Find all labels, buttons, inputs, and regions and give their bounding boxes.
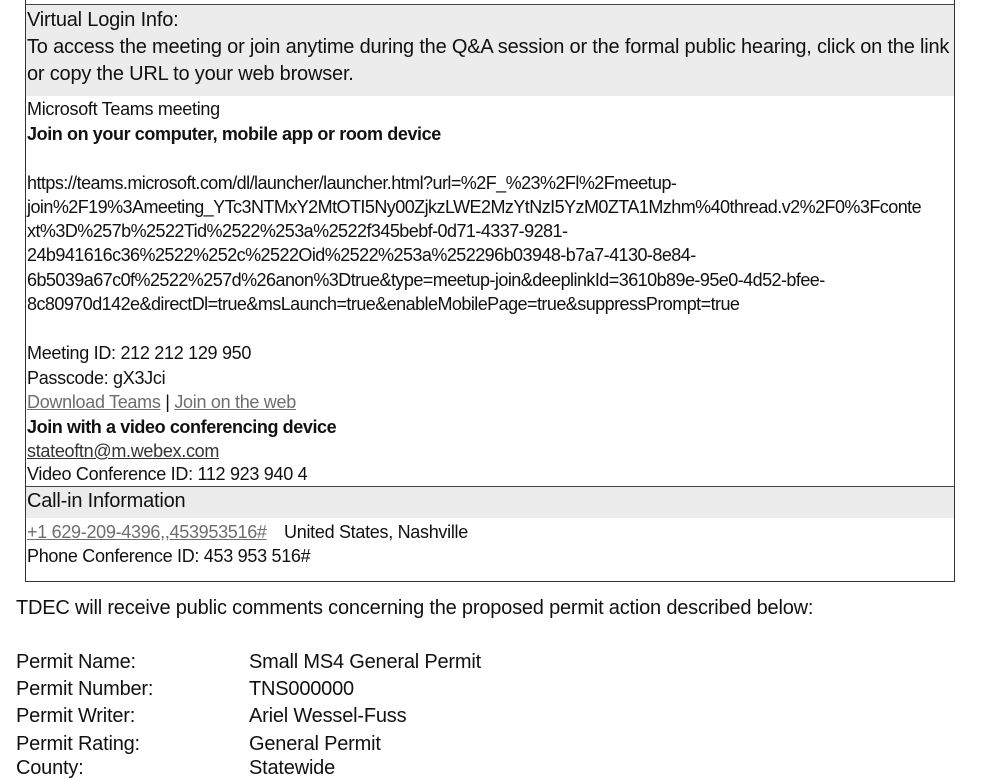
teams-url-line-5[interactable]: 6b5039a67c0f%2522%257d%26anon%3Dtrue&type=meetup-join&deeplinkId=3610b89e-95e0-4d52-bfee- bbox=[27, 270, 825, 290]
permit-label: Permit Number: bbox=[16, 678, 154, 700]
top-divider bbox=[26, 4, 954, 5]
video-conference-email-link[interactable]: stateoftn@m.webex.com bbox=[27, 441, 220, 461]
permit-value: Ariel Wessel-Fuss bbox=[249, 705, 407, 727]
join-on-web-link[interactable]: Join on the web bbox=[174, 392, 296, 412]
passcode: Passcode: gX3Jci bbox=[27, 368, 166, 388]
permit-label: Permit Writer: bbox=[16, 705, 136, 727]
permit-label: Permit Name: bbox=[16, 651, 136, 673]
virtual-login-title: Virtual Login Info: bbox=[27, 9, 179, 31]
teams-url-line-6[interactable]: 8c80970d142e&directDl=true&msLaunch=true&enableMobilePage=true&suppressPrompt=true bbox=[27, 294, 740, 314]
virtual-login-intro-line-1: To access the meeting or join anytime during the Q&A session or the formal public hearing, click on the link bbox=[27, 36, 950, 58]
meeting-id: Meeting ID: 212 212 129 950 bbox=[27, 343, 252, 363]
teams-url-line-4[interactable]: 24b941616c36%2522%252c%2522Oid%2522%253a%252296b03948-b7a7-4130-8e84- bbox=[27, 245, 696, 265]
teams-links-row bbox=[27, 393, 296, 411]
teams-join-heading: Join on your computer, mobile app or room device bbox=[27, 124, 441, 144]
public-comment-notice: TDEC will receive public comments concerning the proposed permit action described below: bbox=[16, 597, 814, 619]
call-in-location: United States, Nashville bbox=[284, 522, 468, 542]
permit-value: Statewide bbox=[249, 757, 336, 779]
video-conference-id: Video Conference ID: 112 923 940 4 bbox=[27, 464, 308, 484]
permit-label: County: bbox=[16, 757, 84, 779]
video-conferencing-heading: Join with a video conferencing device bbox=[27, 417, 337, 437]
links-separator: | bbox=[165, 392, 170, 412]
permit-value: TNS000000 bbox=[249, 678, 354, 700]
teams-url-line-2[interactable]: join%2F19%3Ameeting_YTc3NTMxY2MtOTI5Ny00ZjkzLWE2MzYtNzI5YzM0ZTA1Mzhm%40thread.v2%2F0%3Fconte bbox=[27, 197, 922, 217]
call-in-phone-link[interactable]: +1 629-209-4396,,453953516# bbox=[27, 522, 267, 542]
call-in-title: Call-in Information bbox=[27, 490, 186, 512]
permit-value: General Permit bbox=[249, 733, 381, 755]
teams-heading: Microsoft Teams meeting bbox=[27, 99, 220, 119]
virtual-login-intro-line-2: or copy the URL to your web browser. bbox=[27, 63, 354, 85]
phone-conference-id: Phone Conference ID: 453 953 516# bbox=[27, 546, 311, 566]
teams-url-line-1[interactable]: https://teams.microsoft.com/dl/launcher/launcher.html?url=%2F_%23%2Fl%2Fmeetup- bbox=[27, 173, 677, 193]
call-in-phone-row bbox=[27, 523, 468, 541]
permit-label: Permit Rating: bbox=[16, 733, 140, 755]
permit-value: Small MS4 General Permit bbox=[249, 651, 481, 673]
download-teams-link[interactable]: Download Teams bbox=[27, 392, 161, 412]
teams-url-line-3[interactable]: xt%3D%257b%2522Tid%2522%253a%2522f345bebf-0d71-4337-9281- bbox=[27, 221, 568, 241]
